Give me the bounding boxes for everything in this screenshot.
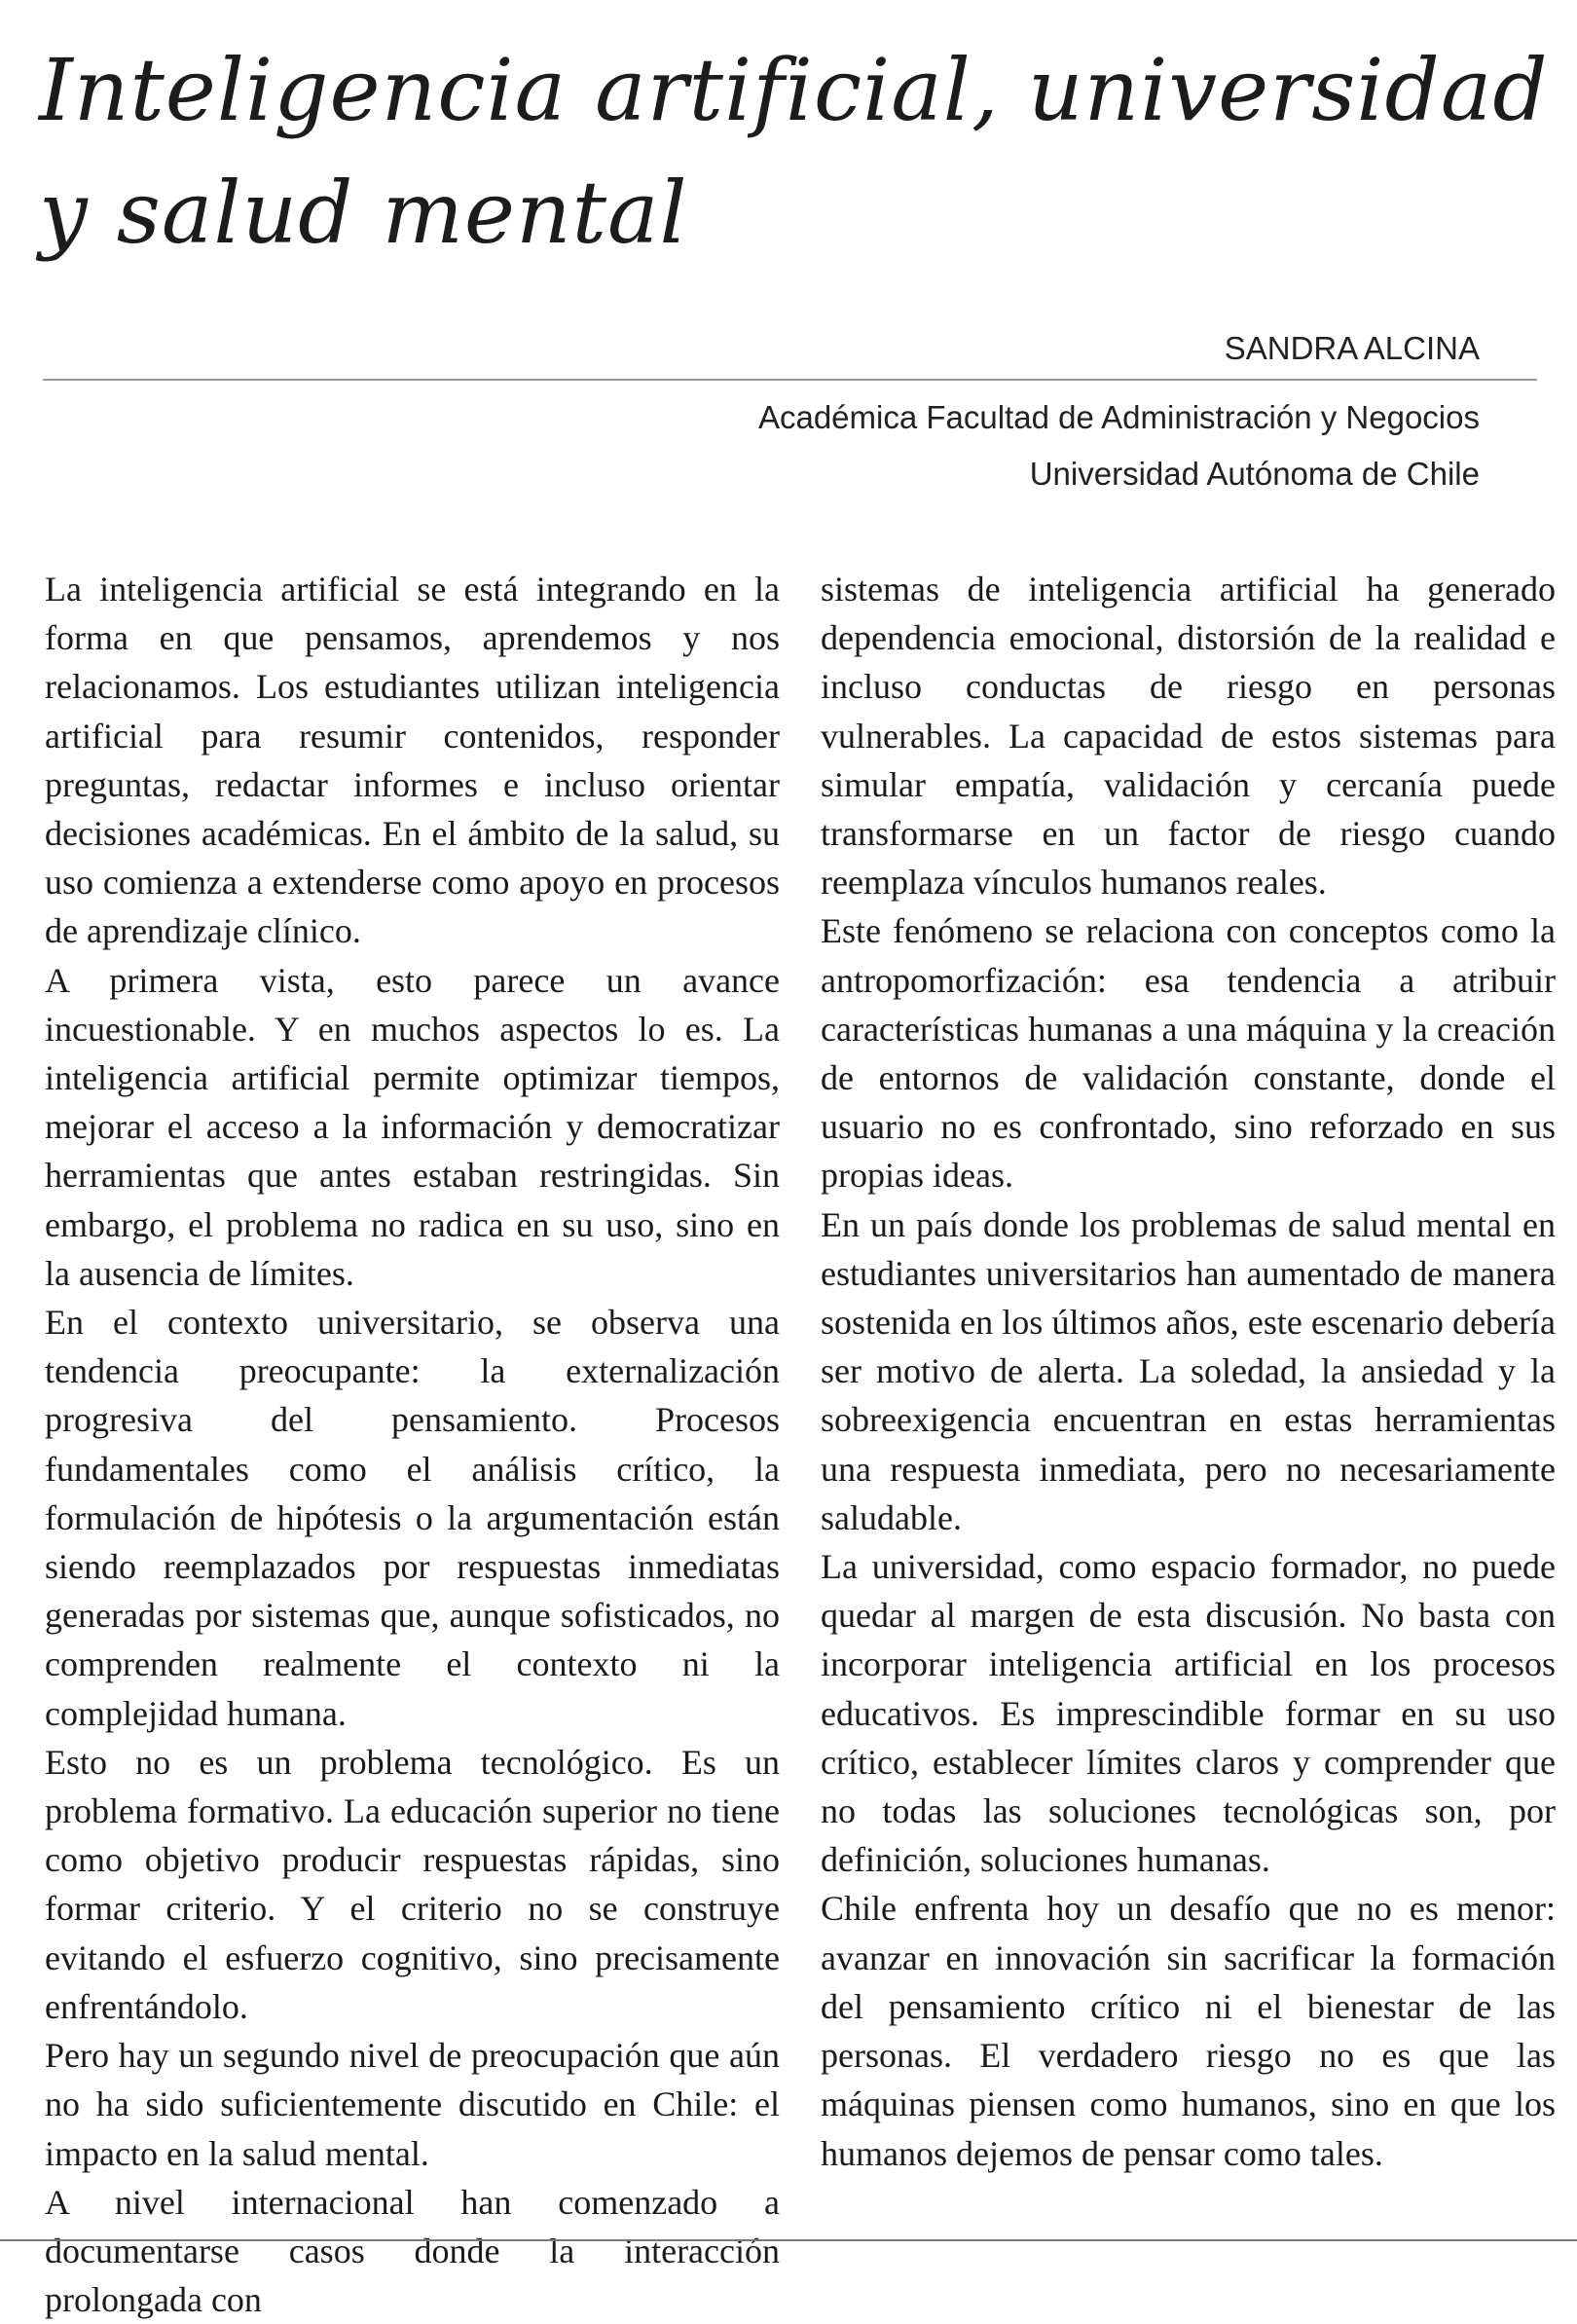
footer-divider <box>0 2239 1577 2241</box>
left-column <box>45 565 780 2324</box>
paragraph: sistemas de inteligencia artificial ha generado dependencia emocional, distorsión de la realidad e incluso conductas de riesgo en personas vulnerables. La capacidad de estos sistemas para simular empatía, validación y cercanía puede transformarse en un factor de riesgo cuando reemplaza vínculos humanos reales. <box>821 570 1556 903</box>
paragraph: La universidad, como espacio formador, no puede quedar al margen de esta discusión. No basta con incorporar inteligencia artificial en los procesos educativos. Es imprescindible formar en su uso crítico, establecer límites claros y comprender que no todas las soluciones tecnológicas son, por definición, soluciones humanas. <box>821 1547 1556 1880</box>
paragraph: La inteligencia artificial se está integrando en la forma en que pensamos, aprendemos y nos relacionamos. Los estudiantes utilizan inteligencia artificial para resumir contenidos, responder preguntas, redactar informes e incluso orientar decisiones académicas. En el ámbito de la salud, su uso comienza a extenderse como apoyo en procesos de aprendizaje clínico. <box>45 570 780 951</box>
title-line-1: Inteligencia artificial, universidad <box>39 40 1549 140</box>
affiliation-line-1: Académica Facultad de Administración y Negocios <box>757 399 1480 435</box>
paragraph: En el contexto universitario, se observa una tendencia preocupante: la externalización progresiva del pensamiento. Procesos fundamentales como el análisis crítico, la formulación de hipótesis o la argumentación están siendo reemplazados por respuestas inmediatas generadas por sistemas que, aunque sofisticados, no comprenden realmente el contexto ni la complejidad humana. <box>45 1303 780 1733</box>
title-line-2: y salud mental <box>39 163 688 263</box>
paragraph: En un país donde los problemas de salud mental en estudiantes universitarios han aumentado de manera sostenida en los últimos años, este escenario debería ser motivo de alerta. La soledad, la ansiedad y la sobreexigencia encuentran en estas herramientas una respuesta inmediata, pero no necesariamente saludable. <box>821 1204 1556 1537</box>
right-column <box>821 565 1556 2178</box>
affiliation-line-2: Universidad Autónoma de Chile <box>1029 456 1480 492</box>
article-title <box>39 29 1549 275</box>
paragraph: A nivel internacional han comenzado a documentarse casos donde la interacción prolongada con <box>45 2182 780 2320</box>
paragraph: Esto no es un problema tecnológico. Es un problema formativo. La educación superior no tiene como objetivo producir respuestas rápidas, sino formar criterio. Y el criterio no se construye evitando el esfuerzo cognitivo, sino precisamente enfrentándolo. <box>45 1742 780 2026</box>
paragraph: A primera vista, esto parece un avance incuestionable. Y en muchos aspectos lo es. La inteligencia artificial permite optimizar tiempos, mejorar el acceso a la información y democratizar herramientas que antes estaban restringidas. Sin embargo, el problema no radica en su uso, sino en la ausencia de límites. <box>45 960 780 1293</box>
header-divider <box>43 379 1537 381</box>
author-affiliation <box>758 389 1480 502</box>
paragraph: Chile enfrenta hoy un desafío que no es menor: avanzar en innovación sin sacrificar la formación del pensamiento crítico ni el bienestar de las personas. El verdadero riesgo no es que las máquinas piensen como humanos, sino en que los humanos dejemos de pensar como tales. <box>821 1889 1556 2173</box>
paragraph: Pero hay un segundo nivel de preocupación que aún no ha sido suficientemente discutido en Chile: el impacto en la salud mental. <box>45 2036 780 2173</box>
paragraph: Este fenómeno se relaciona con conceptos como la antropomorfización: esa tendencia a atribuir características humanas a una máquina y la creación de entornos de validación constante, donde el usuario no es confrontado, sino reforzado en sus propias ideas. <box>821 911 1556 1196</box>
author-name: SANDRA ALCINA <box>1224 330 1480 366</box>
